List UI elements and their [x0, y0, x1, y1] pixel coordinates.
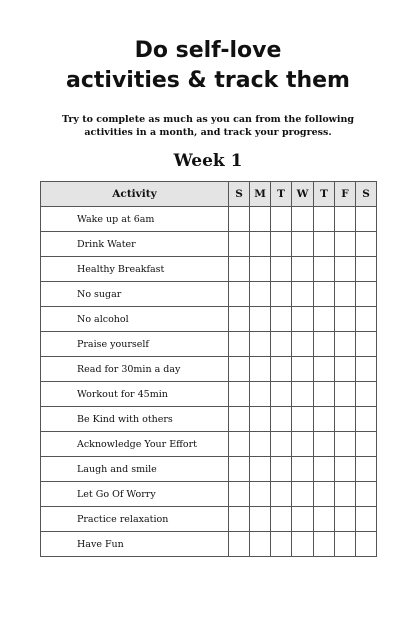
check-cell[interactable] — [271, 307, 292, 332]
check-cell[interactable] — [250, 257, 271, 282]
check-cell[interactable] — [271, 282, 292, 307]
check-cell[interactable] — [292, 532, 314, 557]
check-cell[interactable] — [335, 307, 356, 332]
check-cell[interactable] — [271, 332, 292, 357]
day-header: S — [356, 182, 377, 207]
check-cell[interactable] — [314, 457, 335, 482]
page-title — [0, 36, 416, 96]
check-cell[interactable] — [229, 257, 250, 282]
check-cell[interactable] — [271, 507, 292, 532]
activity-name: Practice relaxation — [41, 507, 229, 532]
check-cell[interactable] — [335, 507, 356, 532]
table-row — [41, 232, 377, 257]
check-cell[interactable] — [250, 382, 271, 407]
instructions-line-2: activities in a month, and track your progress. — [84, 127, 332, 138]
table-row — [41, 257, 377, 282]
check-cell[interactable] — [271, 532, 292, 557]
check-cell[interactable] — [356, 332, 377, 357]
check-cell[interactable] — [335, 432, 356, 457]
check-cell[interactable] — [250, 232, 271, 257]
check-cell[interactable] — [356, 357, 377, 382]
table-row — [41, 432, 377, 457]
table-row — [41, 332, 377, 357]
check-cell[interactable] — [314, 482, 335, 507]
activity-name: Praise yourself — [41, 332, 229, 357]
day-header: T — [314, 182, 335, 207]
check-cell[interactable] — [335, 482, 356, 507]
check-cell[interactable] — [335, 357, 356, 382]
check-cell[interactable] — [356, 207, 377, 232]
table-row — [41, 482, 377, 507]
table-row — [41, 207, 377, 232]
check-cell[interactable] — [292, 382, 314, 407]
table-row — [41, 307, 377, 332]
check-cell[interactable] — [292, 282, 314, 307]
check-cell[interactable] — [314, 282, 335, 307]
activity-name: No sugar — [41, 282, 229, 307]
activity-name: Let Go Of Worry — [41, 482, 229, 507]
check-cell[interactable] — [271, 482, 292, 507]
check-cell[interactable] — [250, 307, 271, 332]
check-cell[interactable] — [271, 357, 292, 382]
check-cell[interactable] — [250, 532, 271, 557]
check-cell[interactable] — [314, 232, 335, 257]
check-cell[interactable] — [271, 432, 292, 457]
check-cell[interactable] — [292, 432, 314, 457]
check-cell[interactable] — [250, 432, 271, 457]
check-cell[interactable] — [292, 357, 314, 382]
activity-name: Laugh and smile — [41, 457, 229, 482]
activity-name: Drink Water — [41, 232, 229, 257]
check-cell[interactable] — [335, 532, 356, 557]
check-cell[interactable] — [271, 407, 292, 432]
check-cell[interactable] — [292, 232, 314, 257]
check-cell[interactable] — [356, 307, 377, 332]
check-cell[interactable] — [335, 332, 356, 357]
week-label: Week 1 — [173, 151, 243, 171]
instructions-line-1: Try to complete as much as you can from the following — [61, 114, 354, 125]
check-cell[interactable] — [229, 407, 250, 432]
check-cell[interactable] — [356, 257, 377, 282]
check-cell[interactable] — [356, 432, 377, 457]
check-cell[interactable] — [229, 432, 250, 457]
check-cell[interactable] — [229, 207, 250, 232]
check-cell[interactable] — [292, 332, 314, 357]
check-cell[interactable] — [335, 282, 356, 307]
check-cell[interactable] — [250, 332, 271, 357]
table-row — [41, 507, 377, 532]
check-cell[interactable] — [335, 457, 356, 482]
title-line-2: activities & track them — [66, 68, 350, 93]
day-header: S — [229, 182, 250, 207]
day-header: T — [271, 182, 292, 207]
check-cell[interactable] — [229, 332, 250, 357]
check-cell[interactable] — [356, 507, 377, 532]
check-cell[interactable] — [314, 407, 335, 432]
check-cell[interactable] — [292, 457, 314, 482]
check-cell[interactable] — [229, 382, 250, 407]
check-cell[interactable] — [356, 382, 377, 407]
check-cell[interactable] — [250, 357, 271, 382]
activity-name: Have Fun — [41, 532, 229, 557]
check-cell[interactable] — [229, 357, 250, 382]
check-cell[interactable] — [271, 207, 292, 232]
check-cell[interactable] — [229, 307, 250, 332]
check-cell[interactable] — [314, 307, 335, 332]
check-cell[interactable] — [335, 207, 356, 232]
check-cell[interactable] — [356, 232, 377, 257]
activity-name: Wake up at 6am — [41, 207, 229, 232]
activity-name: Be Kind with others — [41, 407, 229, 432]
title-line-1: Do self-love — [134, 38, 282, 63]
check-cell[interactable] — [250, 457, 271, 482]
table-row — [41, 407, 377, 432]
check-cell[interactable] — [314, 357, 335, 382]
check-cell[interactable] — [314, 532, 335, 557]
tracker-body — [41, 207, 377, 557]
check-cell[interactable] — [356, 282, 377, 307]
check-cell[interactable] — [229, 507, 250, 532]
activity-column-header: Activity — [41, 182, 229, 207]
check-cell[interactable] — [314, 432, 335, 457]
check-cell[interactable] — [335, 232, 356, 257]
check-cell[interactable] — [250, 482, 271, 507]
check-cell[interactable] — [250, 507, 271, 532]
check-cell[interactable] — [356, 407, 377, 432]
check-cell[interactable] — [292, 257, 314, 282]
activity-name: Acknowledge Your Effort — [41, 432, 229, 457]
activity-name: Healthy Breakfast — [41, 257, 229, 282]
check-cell[interactable] — [335, 257, 356, 282]
day-header: F — [335, 182, 356, 207]
check-cell[interactable] — [335, 382, 356, 407]
check-cell[interactable] — [314, 207, 335, 232]
check-cell[interactable] — [292, 207, 314, 232]
check-cell[interactable] — [292, 307, 314, 332]
header-row — [41, 182, 377, 207]
table-row — [41, 357, 377, 382]
instructions — [0, 113, 416, 139]
check-cell[interactable] — [314, 382, 335, 407]
check-cell[interactable] — [271, 232, 292, 257]
activity-name: No alcohol — [41, 307, 229, 332]
check-cell[interactable] — [271, 457, 292, 482]
table-row — [41, 382, 377, 407]
table-row — [41, 457, 377, 482]
check-cell[interactable] — [250, 282, 271, 307]
table-row — [41, 532, 377, 557]
check-cell[interactable] — [292, 407, 314, 432]
check-cell[interactable] — [271, 382, 292, 407]
check-cell[interactable] — [356, 532, 377, 557]
check-cell[interactable] — [271, 257, 292, 282]
check-cell[interactable] — [229, 282, 250, 307]
check-cell[interactable] — [314, 507, 335, 532]
check-cell[interactable] — [229, 232, 250, 257]
check-cell[interactable] — [250, 207, 271, 232]
check-cell[interactable] — [292, 507, 314, 532]
day-header: M — [250, 182, 271, 207]
check-cell[interactable] — [229, 532, 250, 557]
check-cell[interactable] — [356, 457, 377, 482]
tracker-table — [40, 181, 377, 557]
check-cell[interactable] — [335, 407, 356, 432]
check-cell[interactable] — [292, 482, 314, 507]
activity-name: Read for 30min a day — [41, 357, 229, 382]
check-cell[interactable] — [356, 482, 377, 507]
check-cell[interactable] — [314, 332, 335, 357]
activity-name: Workout for 45min — [41, 382, 229, 407]
check-cell[interactable] — [250, 407, 271, 432]
check-cell[interactable] — [314, 257, 335, 282]
table-row — [41, 282, 377, 307]
check-cell[interactable] — [229, 457, 250, 482]
check-cell[interactable] — [229, 482, 250, 507]
day-header: W — [292, 182, 314, 207]
